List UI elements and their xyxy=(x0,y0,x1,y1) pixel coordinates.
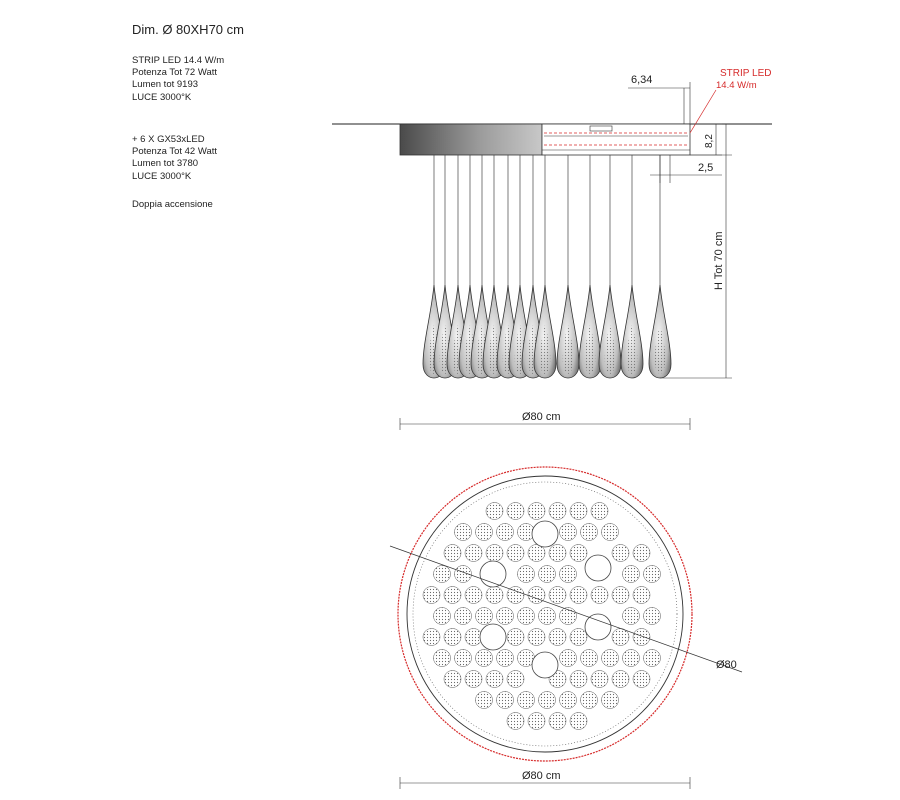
plan-drop xyxy=(549,503,566,520)
side-view xyxy=(332,68,772,430)
gx53-spot xyxy=(532,521,558,547)
plan-drop xyxy=(486,587,503,604)
plan-drop xyxy=(570,503,587,520)
plan-drop xyxy=(465,545,482,562)
plan-drop xyxy=(570,713,587,730)
plan-drop xyxy=(518,608,535,625)
plan-drop xyxy=(633,671,650,688)
plan-drop xyxy=(497,608,514,625)
canopy-section xyxy=(542,124,690,155)
canopy-bracket xyxy=(590,126,612,131)
dimensions-title: Dim. Ø 80XH70 cm xyxy=(132,22,244,37)
plan-drop xyxy=(423,587,440,604)
plan-drop xyxy=(549,713,566,730)
plan-drop xyxy=(633,545,650,562)
plan-drop xyxy=(507,629,524,646)
plan-drop xyxy=(528,629,545,646)
plan-drop xyxy=(434,566,451,583)
plan-drop xyxy=(549,587,566,604)
dim-8-2: 8,2 xyxy=(704,134,715,148)
plan-drop xyxy=(444,671,461,688)
strip-led-color-temp: LUCE 3000°K xyxy=(132,91,192,103)
gx53-spot xyxy=(532,652,558,678)
plan-view xyxy=(390,467,742,789)
plan-drop xyxy=(570,545,587,562)
pendant-group xyxy=(423,155,671,378)
plan-drop xyxy=(560,524,577,541)
plan-drop xyxy=(497,692,514,709)
plan-drop xyxy=(444,629,461,646)
plan-drop xyxy=(455,524,472,541)
plan-drop xyxy=(528,503,545,520)
plan-drop xyxy=(444,587,461,604)
plan-drop xyxy=(507,545,524,562)
plan-drop xyxy=(602,650,619,667)
plan-drop xyxy=(528,713,545,730)
plan-drop xyxy=(570,629,587,646)
plan-drop xyxy=(455,608,472,625)
plan-drop xyxy=(644,650,661,667)
plan-drop xyxy=(612,629,629,646)
gx53-lumen: Lumen tot 3780 xyxy=(132,158,199,170)
plan-drop xyxy=(528,587,545,604)
gx53-spot xyxy=(585,555,611,581)
plan-drop xyxy=(465,587,482,604)
plan-drop xyxy=(591,671,608,688)
plan-drop xyxy=(444,545,461,562)
plan-drop xyxy=(507,671,524,688)
plan-drop xyxy=(612,545,629,562)
strip-led-lumen: Lumen tot 9193 xyxy=(132,79,199,91)
plan-drop xyxy=(539,608,556,625)
plan-drop xyxy=(423,629,440,646)
plan-drop xyxy=(486,503,503,520)
plan-drop xyxy=(539,566,556,583)
strip-led-power: Potenza Tot 72 Watt xyxy=(132,67,218,79)
plan-drop xyxy=(602,692,619,709)
switching-label: Doppia accensione xyxy=(132,199,213,210)
plan-drop xyxy=(644,566,661,583)
strip-led-label: STRIP LED xyxy=(720,68,772,79)
plan-drop xyxy=(623,608,640,625)
plan-drop xyxy=(581,650,598,667)
plan-drop xyxy=(507,713,524,730)
strip-led-power-label: 14.4 W/m xyxy=(716,80,757,91)
dim-width-side: Ø80 cm xyxy=(522,411,561,423)
plan-drop xyxy=(507,503,524,520)
gx53-power: Potenza Tot 42 Watt xyxy=(132,146,218,158)
dim-total-height: H Tot 70 cm xyxy=(713,231,725,290)
plan-drop xyxy=(518,566,535,583)
plan-drop xyxy=(476,650,493,667)
plan-drop xyxy=(434,608,451,625)
plan-drop xyxy=(497,524,514,541)
plan-drop xyxy=(486,545,503,562)
plan-drop xyxy=(570,671,587,688)
gx53-type: + 6 X GX53xLED xyxy=(132,134,205,145)
plan-drop xyxy=(465,671,482,688)
plan-drop xyxy=(612,587,629,604)
gx53-spot xyxy=(480,624,506,650)
plan-drop xyxy=(497,650,514,667)
plan-drop xyxy=(623,650,640,667)
gx53-color-temp: LUCE 3000°K xyxy=(132,170,192,182)
plan-drop xyxy=(570,587,587,604)
plan-drop xyxy=(476,608,493,625)
gx53-spot xyxy=(585,614,611,640)
strip-led-type: STRIP LED 14.4 W/m xyxy=(132,55,225,66)
strip-led-leader xyxy=(690,90,716,133)
plan-drop xyxy=(476,692,493,709)
dim-2-5: 2,5 xyxy=(698,162,714,174)
plan-drop xyxy=(633,629,650,646)
plan-drop xyxy=(591,503,608,520)
plan-drop xyxy=(623,566,640,583)
plan-drop xyxy=(539,692,556,709)
plan-drop xyxy=(591,587,608,604)
plan-drop xyxy=(612,671,629,688)
plan-drop xyxy=(560,566,577,583)
dim-width-plan: Ø80 cm xyxy=(522,770,561,782)
plan-drop xyxy=(644,608,661,625)
plan-drop xyxy=(560,650,577,667)
plan-drop xyxy=(581,692,598,709)
plan-drop xyxy=(549,545,566,562)
plan-drop xyxy=(549,629,566,646)
plan-drop xyxy=(633,587,650,604)
plan-drop xyxy=(518,692,535,709)
dim-6-34: 6,34 xyxy=(631,74,653,86)
plan-diameter-label: Ø80 xyxy=(716,659,737,671)
canopy-body xyxy=(400,124,542,155)
plan-drops xyxy=(423,503,661,730)
plan-drop xyxy=(486,671,503,688)
plan-drop xyxy=(560,692,577,709)
plan-drop xyxy=(455,650,472,667)
plan-drop xyxy=(476,524,493,541)
plan-drop xyxy=(434,650,451,667)
plan-drop xyxy=(581,524,598,541)
plan-drop xyxy=(602,524,619,541)
plan-drop xyxy=(465,629,482,646)
